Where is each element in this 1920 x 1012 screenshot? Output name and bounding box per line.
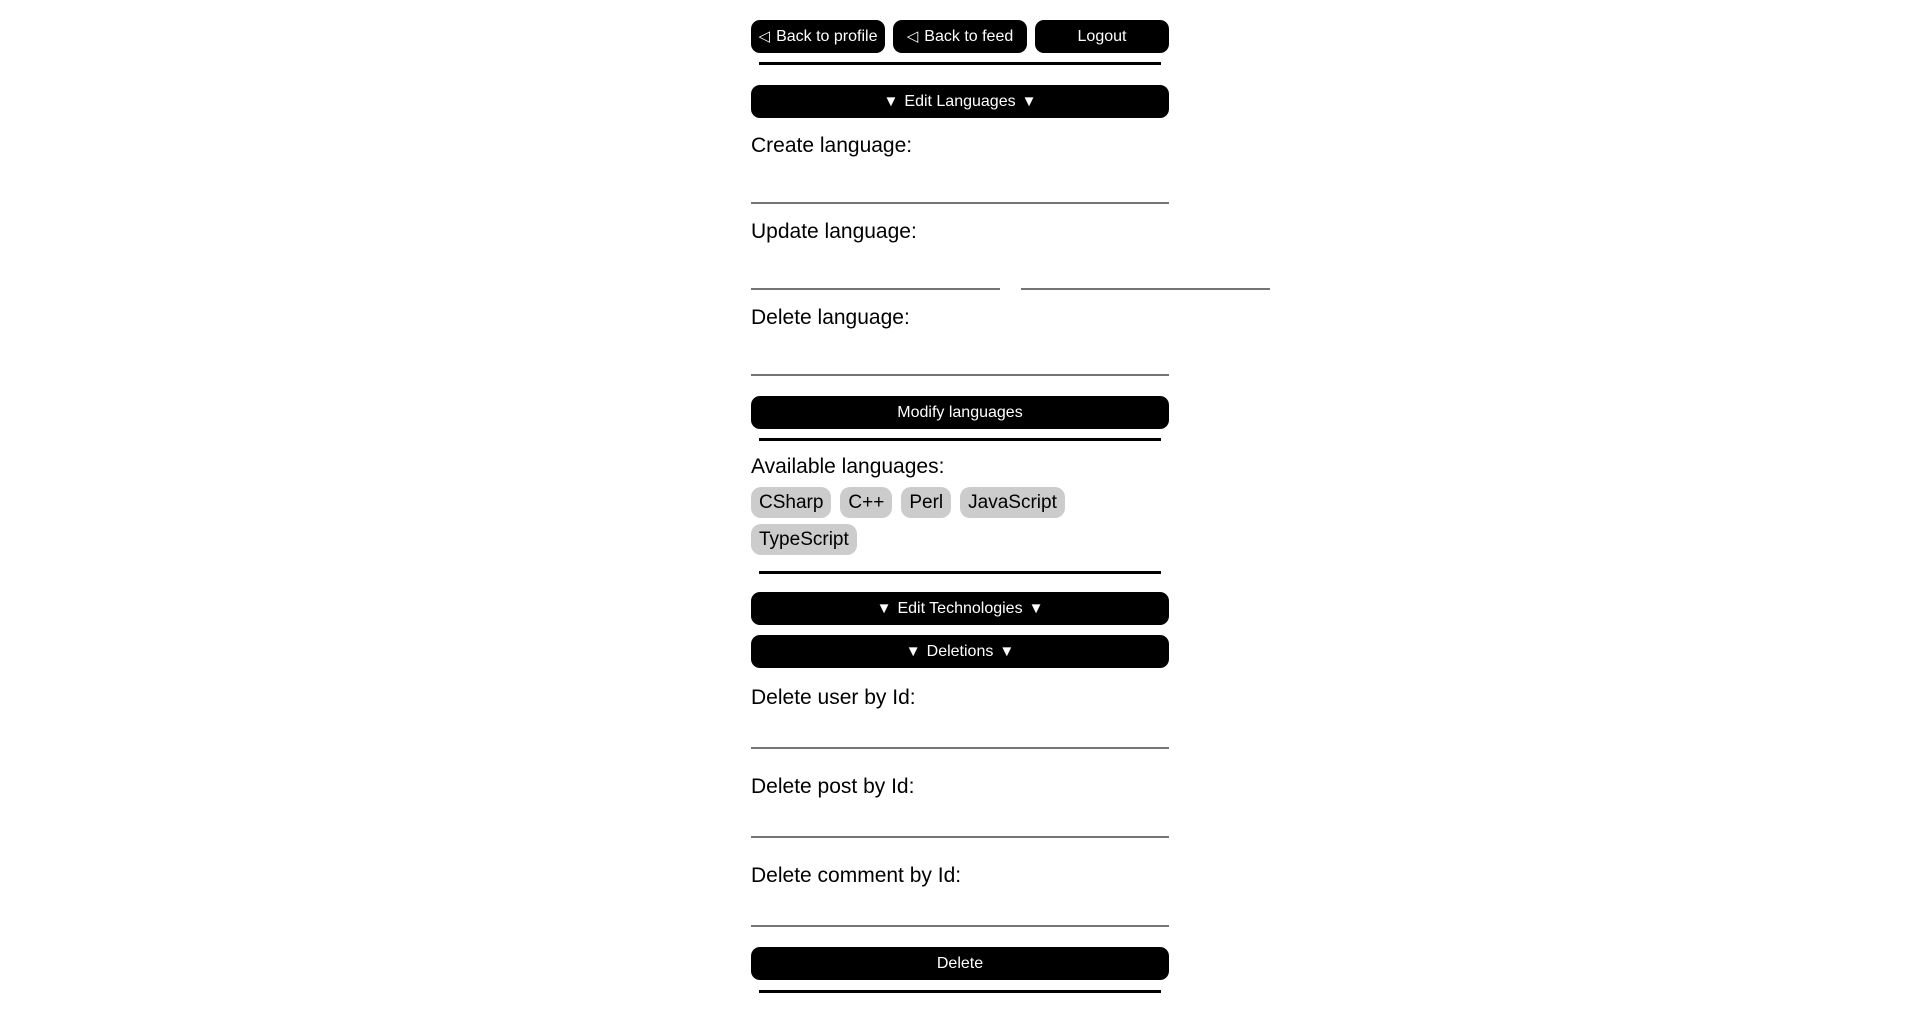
update-language-current-input[interactable] [751,257,1000,290]
available-languages-label: Available languages: [751,455,945,478]
admin-panel [751,0,1169,1009]
back-to-feed-button[interactable] [893,20,1027,53]
language-chip: CSharp [751,487,831,518]
delete-language-label: Delete language: [751,306,910,329]
nav-divider [759,62,1161,65]
update-language-inputs [751,257,1169,290]
logout-label: Logout [1077,27,1127,45]
edit-technologies-toggle[interactable] [751,592,1169,625]
delete-post-input[interactable] [751,805,1169,838]
back-to-profile-button[interactable] [751,20,885,53]
caret-down-icon: ▼ [883,93,899,110]
language-chip: JavaScript [960,487,1065,518]
logout-button[interactable] [1035,20,1169,53]
edit-languages-toggle-label: Edit Languages [904,92,1016,110]
language-chip: TypeScript [751,524,857,555]
caret-down-icon: ▼ [999,643,1015,660]
caret-down-icon: ▼ [876,600,892,617]
section-divider [759,990,1161,993]
create-language-label: Create language: [751,134,913,157]
edit-technologies-toggle-label: Edit Technologies [897,599,1023,617]
caret-down-icon: ▼ [1021,93,1037,110]
back-arrow-icon: ◁ [906,28,919,45]
caret-down-icon: ▼ [1028,600,1044,617]
delete-language-input[interactable] [751,343,1169,376]
deletions-toggle[interactable] [751,635,1169,668]
delete-user-label: Delete user by Id: [751,686,916,709]
delete-user-input[interactable] [751,716,1169,749]
delete-button-label: Delete [936,954,984,972]
section-divider [759,571,1161,574]
caret-down-icon: ▼ [905,643,921,660]
edit-languages-toggle[interactable] [751,85,1169,118]
delete-post-label: Delete post by Id: [751,775,915,798]
update-language-new-input[interactable] [1021,257,1270,290]
language-chip-list [751,487,1169,555]
modify-languages-button[interactable] [751,396,1169,429]
back-to-profile-label: Back to profile [776,27,878,45]
edit-languages-section [751,134,1169,574]
language-chip: Perl [901,487,951,518]
delete-comment-label: Delete comment by Id: [751,864,962,887]
create-language-input[interactable] [751,171,1169,204]
delete-comment-input[interactable] [751,894,1169,927]
deletions-toggle-label: Deletions [926,642,994,660]
back-to-feed-label: Back to feed [924,27,1014,45]
back-arrow-icon: ◁ [758,28,771,45]
deletions-section [751,686,1169,993]
nav-row [751,20,1169,53]
section-divider [759,438,1161,441]
modify-languages-label: Modify languages [897,403,1023,421]
delete-button[interactable] [751,947,1169,980]
update-language-label: Update language: [751,220,917,243]
language-chip: C++ [840,487,892,518]
